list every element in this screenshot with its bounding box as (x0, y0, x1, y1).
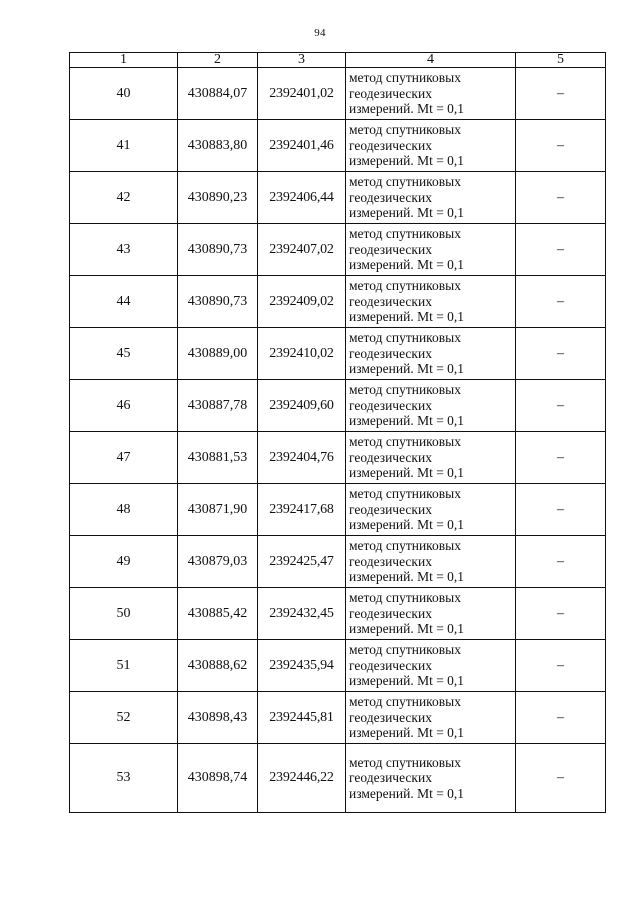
note-cell: – (516, 380, 606, 432)
method-cell: метод спутниковых геодезических измерений. Mt = 0,1 (346, 640, 516, 692)
note-cell: – (516, 484, 606, 536)
method-cell: метод спутниковых геодезических измерений. Mt = 0,1 (346, 276, 516, 328)
table-row (70, 328, 606, 380)
x-coordinate-cell: 430888,62 (178, 640, 258, 692)
x-coordinate-cell: 430890,73 (178, 276, 258, 328)
point-number-cell: 52 (70, 692, 178, 744)
y-coordinate-cell: 2392446,22 (258, 744, 346, 813)
table-row (70, 588, 606, 640)
header-cell-2: 2 (178, 53, 258, 68)
x-coordinate-cell: 430871,90 (178, 484, 258, 536)
x-coordinate-cell: 430883,80 (178, 120, 258, 172)
y-coordinate-cell: 2392425,47 (258, 536, 346, 588)
point-number-cell: 47 (70, 432, 178, 484)
y-coordinate-cell: 2392445,81 (258, 692, 346, 744)
method-cell: метод спутниковых геодезических измерений. Mt = 0,1 (346, 588, 516, 640)
note-cell: – (516, 68, 606, 120)
table-row (70, 484, 606, 536)
method-cell: метод спутниковых геодезических измерений. Mt = 0,1 (346, 328, 516, 380)
table-body (70, 68, 606, 813)
table-row (70, 640, 606, 692)
method-cell: метод спутниковых геодезических измерений. Mt = 0,1 (346, 224, 516, 276)
y-coordinate-cell: 2392404,76 (258, 432, 346, 484)
note-cell: – (516, 744, 606, 813)
x-coordinate-cell: 430898,43 (178, 692, 258, 744)
x-coordinate-cell: 430889,00 (178, 328, 258, 380)
header-cell-1: 1 (70, 53, 178, 68)
method-cell: метод спутниковых геодезических измерений. Mt = 0,1 (346, 380, 516, 432)
note-cell: – (516, 432, 606, 484)
table-row (70, 224, 606, 276)
method-cell: метод спутниковых геодезических измерений. Mt = 0,1 (346, 744, 516, 813)
note-cell: – (516, 224, 606, 276)
table-header (70, 53, 606, 68)
point-number-cell: 48 (70, 484, 178, 536)
point-number-cell: 40 (70, 68, 178, 120)
x-coordinate-cell: 430879,03 (178, 536, 258, 588)
method-cell: метод спутниковых геодезических измерений. Mt = 0,1 (346, 432, 516, 484)
note-cell: – (516, 172, 606, 224)
method-cell: метод спутниковых геодезических измерений. Mt = 0,1 (346, 536, 516, 588)
point-number-cell: 49 (70, 536, 178, 588)
table-row (70, 276, 606, 328)
y-coordinate-cell: 2392409,60 (258, 380, 346, 432)
point-number-cell: 51 (70, 640, 178, 692)
x-coordinate-cell: 430881,53 (178, 432, 258, 484)
y-coordinate-cell: 2392410,02 (258, 328, 346, 380)
point-number-cell: 50 (70, 588, 178, 640)
y-coordinate-cell: 2392417,68 (258, 484, 346, 536)
point-number-cell: 44 (70, 276, 178, 328)
x-coordinate-cell: 430890,23 (178, 172, 258, 224)
table-row (70, 380, 606, 432)
method-cell: метод спутниковых геодезических измерений. Mt = 0,1 (346, 120, 516, 172)
table-row (70, 432, 606, 484)
coordinates-table (69, 52, 606, 813)
method-cell: метод спутниковых геодезических измерений. Mt = 0,1 (346, 692, 516, 744)
method-cell: метод спутниковых геодезических измерений. Mt = 0,1 (346, 172, 516, 224)
table-row (70, 744, 606, 813)
header-cell-4: 4 (346, 53, 516, 68)
y-coordinate-cell: 2392406,44 (258, 172, 346, 224)
x-coordinate-cell: 430887,78 (178, 380, 258, 432)
note-cell: – (516, 328, 606, 380)
note-cell: – (516, 588, 606, 640)
point-number-cell: 46 (70, 380, 178, 432)
note-cell: – (516, 692, 606, 744)
method-cell: метод спутниковых геодезических измерений. Mt = 0,1 (346, 484, 516, 536)
point-number-cell: 53 (70, 744, 178, 813)
y-coordinate-cell: 2392401,02 (258, 68, 346, 120)
page-number: 94 (314, 27, 326, 39)
note-cell: – (516, 536, 606, 588)
y-coordinate-cell: 2392407,02 (258, 224, 346, 276)
table-row (70, 172, 606, 224)
y-coordinate-cell: 2392435,94 (258, 640, 346, 692)
table-row (70, 120, 606, 172)
x-coordinate-cell: 430890,73 (178, 224, 258, 276)
point-number-cell: 45 (70, 328, 178, 380)
y-coordinate-cell: 2392401,46 (258, 120, 346, 172)
y-coordinate-cell: 2392432,45 (258, 588, 346, 640)
x-coordinate-cell: 430898,74 (178, 744, 258, 813)
note-cell: – (516, 276, 606, 328)
y-coordinate-cell: 2392409,02 (258, 276, 346, 328)
header-row (70, 53, 606, 68)
header-cell-3: 3 (258, 53, 346, 68)
table-row (70, 692, 606, 744)
table-row (70, 68, 606, 120)
table-row (70, 536, 606, 588)
point-number-cell: 41 (70, 120, 178, 172)
point-number-cell: 42 (70, 172, 178, 224)
x-coordinate-cell: 430884,07 (178, 68, 258, 120)
note-cell: – (516, 640, 606, 692)
header-cell-5: 5 (516, 53, 606, 68)
method-cell: метод спутниковых геодезических измерений. Mt = 0,1 (346, 68, 516, 120)
point-number-cell: 43 (70, 224, 178, 276)
note-cell: – (516, 120, 606, 172)
x-coordinate-cell: 430885,42 (178, 588, 258, 640)
